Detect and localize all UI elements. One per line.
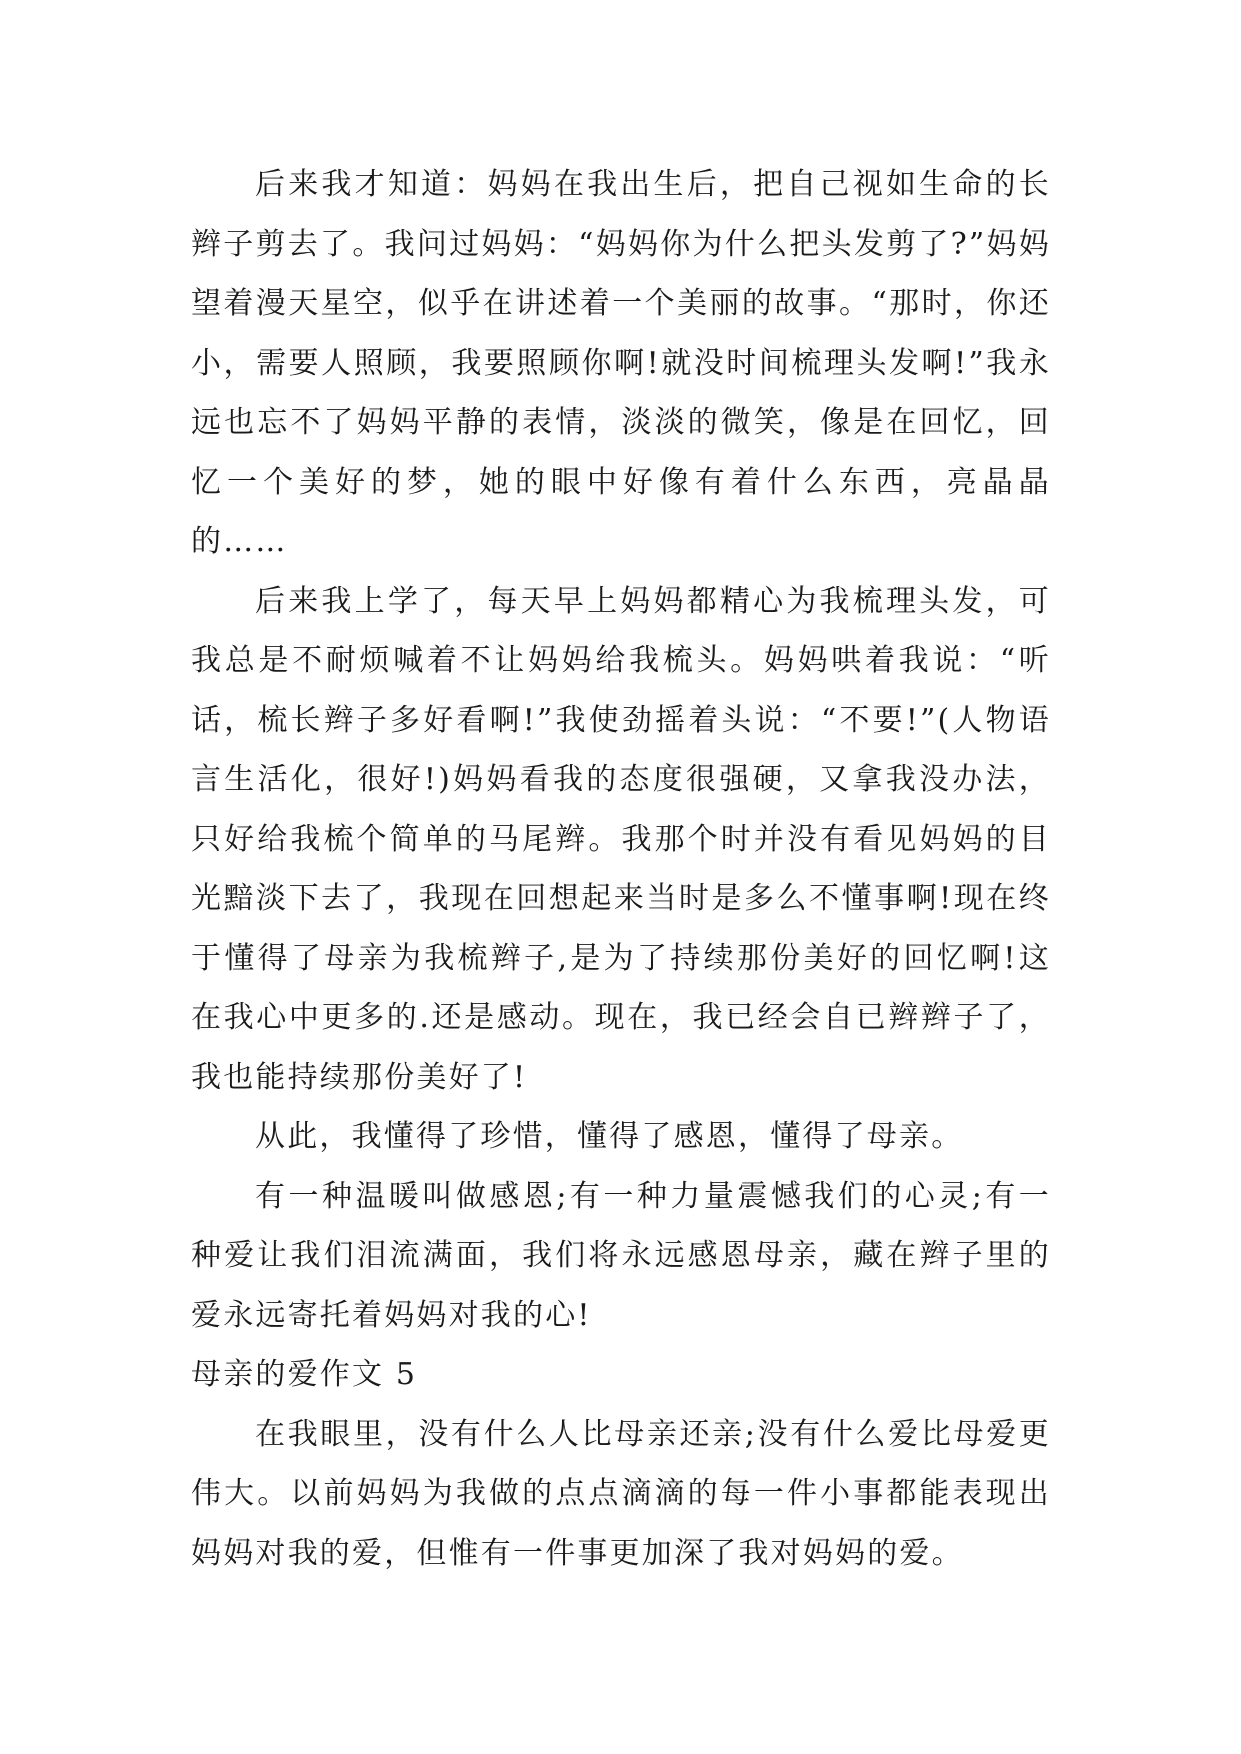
document-body [191,155,1051,1583]
paragraph-understanding: 从此，我懂得了珍惜，懂得了感恩，懂得了母亲。 [255,1119,964,1154]
paragraph-essay-5-intro: 在我眼里，没有什么人比母亲还亲;没有什么爱比母爱更伟大。以前妈妈为我做的点点滴滴的每一件小事都能表现出妈妈对我的爱，但惟有一件事更加深了我对妈妈的爱。 [191,1416,1051,1571]
paragraph-cut-braid: 后来我才知道：妈妈在我出生后，把自己视如生命的长辫子剪去了。我问过妈妈：“妈妈你为什么把头发剪了?”妈妈望着漫天星空，似乎在讲述着一个美丽的故事。“那时，你还小，需要人照顾，我要照顾你啊!就没时间梳理头发啊!”我永远也忘不了妈妈平静的表情，淡淡的微笑，像是在回忆，回忆一个美好的梦，她的眼中好像有着什么东西，亮晶晶的…… [191,167,1051,559]
paragraph-school-hair: 后来我上学了，每天早上妈妈都精心为我梳理头发，可我总是不耐烦喊着不让妈妈给我梳头。妈妈哄着我说：“听话，梳长辫子多好看啊!”我使劲摇着头说：“不要!”(人物语言生活化，很好!)妈妈看我的态度很强硬，又拿我没办法，只好给我梳个简单的马尾辫。我那个时并没有看见妈妈的目光黯淡下去了，我现在回想起来当时是多么不懂事啊!现在终于懂得了母亲为我梳辫子,是为了持续那份美好的回忆啊!这在我心中更多的.还是感动。现在，我已经会自已辫辫子了，我也能持续那份美好了! [191,583,1051,1095]
section-title: 母亲的爱作文 5 [191,1357,418,1392]
paragraph-gratitude: 有一种温暖叫做感恩;有一种力量震憾我们的心灵;有一种爱让我们泪流满面，我们将永远感恩母亲，藏在辫子里的爱永远寄托着妈妈对我的心! [191,1178,1051,1333]
